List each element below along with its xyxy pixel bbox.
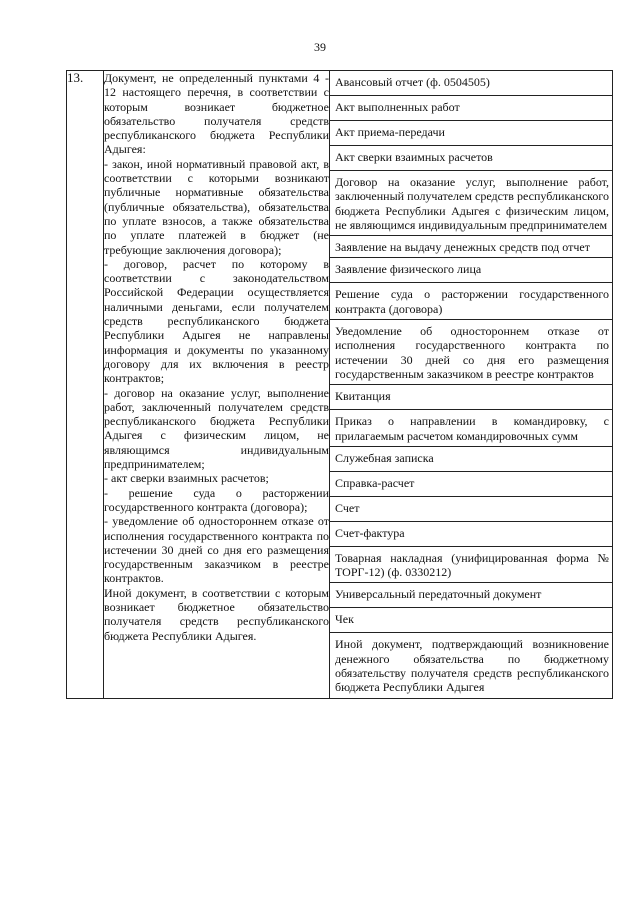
document-description-cell <box>104 71 330 699</box>
list-item: Товарная накладная (унифицированная форма № ТОРГ-12) (ф. 0330212) <box>330 547 612 584</box>
description-paragraph: - акт сверки взаимных расчетов; <box>104 471 269 486</box>
list-item: Решение суда о расторжении государственного контракта (договора) <box>330 283 612 320</box>
description-paragraph: Документ, не определенный пунктами 4 - 12 настоящего перечня, в соответствии с которым возникает бюджетное обязательство получателя средств республиканского бюджета Республики Адыгея: <box>104 71 329 157</box>
page-number: 39 <box>314 40 326 54</box>
description-paragraph: Иной документ, в соответствии с которым возникает бюджетное обязательство получателя средств республиканского бюджета Республики Адыгея. <box>104 585 329 643</box>
list-item: Чек <box>330 608 612 633</box>
description-paragraph: - договор, расчет по которому в соответствии с законодательством Российской Федерации осуществляется наличными деньгами, если получателем средств республиканского бюджета Республики Адыгея не направлены информация и документы по указанному договору для их включения в реестр контрактов; <box>104 256 329 386</box>
list-item: Заявление физического лица <box>330 258 612 283</box>
documents-table <box>66 70 613 699</box>
list-item: Уведомление об одностороннем отказе от исполнения государственного контракта по истечении 30 дней со дня его размещения государственным заказчиком в реестре контрактов <box>330 320 612 385</box>
list-item: Акт приема-передачи <box>330 121 612 146</box>
description-paragraph: - уведомление об одностороннем отказе от исполнения государственного контракта по истечении 30 дней со дня его размещения государственным заказчиком в реестре контрактов. <box>104 514 329 586</box>
description-paragraph: - договор на оказание услуг, выполнение работ, заключенный получателем средств республиканского бюджета Республики Адыгея с физическим лицом, не являющимся индивидуальным предпринимателем; <box>104 385 329 472</box>
list-item: Договор на оказание услуг, выполнение работ, заключенный получателем средств республиканского бюджета Республики Адыгея с физическим лицом, не являющимся индивидуальным предпринимателем <box>330 171 612 236</box>
list-item: Квитанция <box>330 385 612 410</box>
list-item: Акт выполненных работ <box>330 96 612 121</box>
row-index: 13. <box>67 71 104 699</box>
list-item: Справка-расчет <box>330 472 612 497</box>
list-item: Приказ о направлении в командировку, с прилагаемым расчетом командировочных сумм <box>330 410 612 447</box>
document-list-cell <box>330 71 613 699</box>
table-row <box>67 71 613 699</box>
description-paragraph: - решение суда о расторжении государственного контракта (договора); <box>104 485 329 514</box>
description-paragraph: - закон, иной нормативный правовой акт, в соответствии с которыми возникают публичные нормативные обязательства (публичные обязательства), обязательства по уплате взносов, а также обязательства по уплате платежей в бюджет (не требующие заключения договора); <box>104 156 329 257</box>
list-item: Заявление на выдачу денежных средств под отчет <box>330 236 612 258</box>
list-item: Счет-фактура <box>330 522 612 547</box>
list-item: Авансовый отчет (ф. 0504505) <box>330 71 612 96</box>
list-item: Счет <box>330 497 612 522</box>
list-item: Служебная записка <box>330 447 612 472</box>
list-item: Иной документ, подтверждающий возникновение денежного обязательства по бюджетному обязательству получателя средств республиканского бюджета Республики Адыгея <box>335 637 609 695</box>
list-item: Акт сверки взаимных расчетов <box>330 146 612 171</box>
list-item: Универсальный передаточный документ <box>330 583 612 608</box>
